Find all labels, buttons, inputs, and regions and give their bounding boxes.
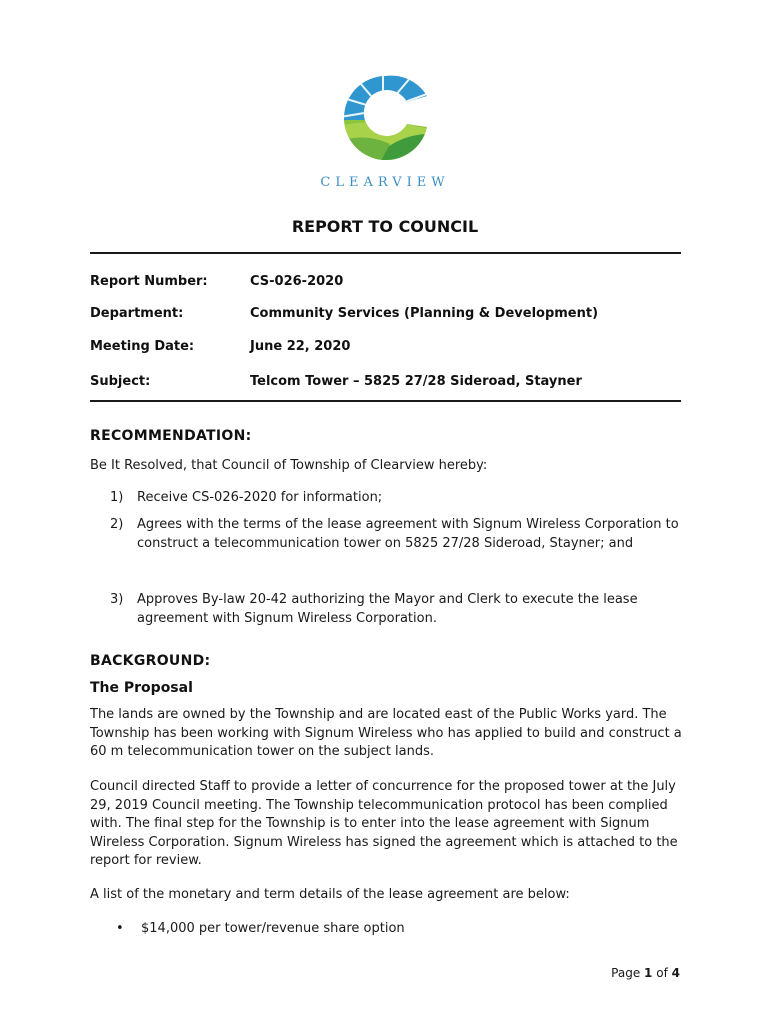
recommendation-heading: RECOMMENDATION: — [90, 428, 252, 444]
item-number: 2) — [110, 517, 124, 532]
clearview-wordmark: CLEARVIEW — [320, 175, 450, 190]
top-divider — [90, 252, 681, 254]
bottom-divider — [90, 400, 681, 402]
bullet-marker: • — [116, 921, 124, 936]
page-footer — [611, 966, 680, 980]
item-text: Receive CS-026-2020 for information; — [137, 490, 383, 505]
report-title: REPORT TO COUNCIL — [291, 217, 479, 236]
subject-label: Subject: — [90, 374, 151, 389]
page-label: Page — [611, 966, 641, 980]
background-heading: BACKGROUND: — [90, 653, 211, 669]
department-value: Community Services (Planning & Development) — [250, 306, 599, 321]
of-label: of — [656, 966, 668, 980]
bullet-text: $14,000 per tower/revenue share option — [141, 921, 405, 936]
item-number: 3) — [110, 592, 124, 607]
subject-value: Telcom Tower – 5825 27/28 Sideroad, Stayner — [250, 374, 582, 389]
meeting-date-value: June 22, 2020 — [250, 339, 351, 354]
background-paragraph-2: Council directed Staff to provide a letter of concurrence for the proposed tower at the July 29, 2019 Council meeting. The Township telecommunication protocol has been complied with. The final step for the Township is to enter into the lease agreement with Signum Wireless Corporation. Signum Wireless has signed the agreement which is attached to the report for review. — [90, 779, 678, 868]
background-paragraph-3: A list of the monetary and term details of the lease agreement are below: — [90, 887, 570, 902]
item-number: 1) — [110, 490, 124, 505]
page-number: 1 — [644, 966, 653, 980]
recommendation-intro: Be It Resolved, that Council of Township of Clearview hereby: — [90, 458, 488, 473]
report-number-label: Report Number: — [90, 274, 208, 289]
item-text: Agrees with the terms of the lease agreement with Signum Wireless Corporation to construct a telecommunication tower on 5825 27/28 Sideroad, Stayner; and — [137, 517, 679, 551]
proposal-subheading: The Proposal — [90, 680, 193, 696]
item-text: Approves By-law 20-42 authorizing the Mayor and Clerk to execute the lease agreement with Signum Wireless Corporation. — [137, 592, 638, 626]
page-total: 4 — [671, 966, 680, 980]
report-number-value: CS-026-2020 — [250, 274, 344, 289]
department-label: Department: — [90, 306, 184, 321]
clearview-logo-icon — [335, 72, 435, 162]
meeting-date-label: Meeting Date: — [90, 339, 195, 354]
background-paragraph-1: The lands are owned by the Township and are located east of the Public Works yard. The Township has been working with Signum Wireless who has applied to build and construct a 60 m telecommunication tower on the subject lands. — [90, 707, 682, 759]
